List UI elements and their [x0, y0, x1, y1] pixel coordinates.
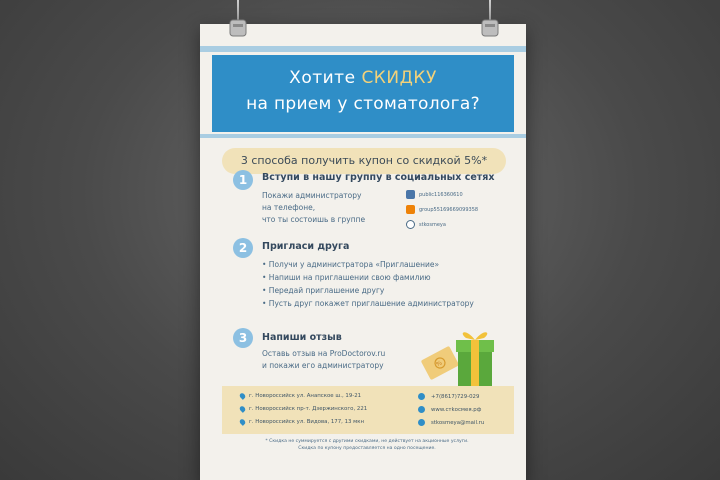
- odnoklassniki-link[interactable]: [406, 205, 478, 214]
- contacts-footer: [222, 386, 514, 434]
- website-text: www.стkосмея.рф: [431, 406, 482, 413]
- bullet-item: • Напиши на приглашении свою фамилию: [262, 273, 431, 282]
- gift-illustration: [420, 324, 510, 394]
- banner-line1-text: Хотите: [289, 68, 362, 88]
- step-3-number: 3: [233, 328, 253, 348]
- vk-label: public116360610: [419, 191, 463, 198]
- step-3-line: и покажи его администратору: [262, 361, 384, 370]
- step-2-bullets: [262, 258, 474, 310]
- svg-text:%: %: [435, 359, 444, 369]
- banner-highlight: СКИДКУ: [361, 68, 437, 88]
- instagram-label: stkosmeya: [419, 221, 446, 228]
- step-2-title: Пригласи друга: [262, 241, 350, 252]
- coupon-icon: [421, 346, 460, 380]
- address-item: [240, 393, 361, 399]
- paper-clip-right: [479, 18, 501, 38]
- bullet-item: • Получи у администратора «Приглашение»: [262, 260, 440, 269]
- disclaimer: [220, 438, 514, 452]
- address-text: г. Новороссийск пр-т. Дзержинского, 221: [249, 406, 368, 412]
- step-1-number: 1: [233, 170, 253, 190]
- instagram-link[interactable]: [406, 220, 446, 229]
- location-pin-icon: [239, 418, 247, 426]
- bottom-stripe: [200, 134, 526, 138]
- step-1-line: на телефоне,: [262, 203, 316, 212]
- globe-icon: [418, 406, 425, 413]
- location-pin-icon: [239, 405, 247, 413]
- location-pin-icon: [239, 392, 247, 400]
- disclaimer-line: * Скидка не суммируется с другими скидками, не действует на акционные услуги.: [265, 439, 469, 444]
- phone-link[interactable]: [418, 393, 479, 400]
- gift-box-icon: [456, 332, 494, 386]
- step-1-line: Покажи администратору: [262, 191, 362, 200]
- bullet-item: • Передай приглашение другу: [262, 286, 385, 295]
- step-3-title: Напиши отзыв: [262, 332, 342, 343]
- banner: [212, 55, 514, 132]
- top-stripe: [200, 46, 526, 52]
- address-item: [240, 406, 367, 412]
- step-2-number: 2: [233, 238, 253, 258]
- bullet-item: • Пусть друг покажет приглашение администратору: [262, 299, 474, 308]
- disclaimer-line: Скидка по купону предоставляется на одно посещение.: [298, 446, 436, 451]
- banner-line2: на прием у стоматолога?: [246, 94, 480, 114]
- address-text: г. Новороссийск ул. Видова, 177, 13 мкн: [249, 419, 365, 425]
- odnoklassniki-label: group55169669099358: [419, 206, 479, 213]
- step-1-line: что ты состоишь в группе: [262, 215, 366, 224]
- vk-icon: [406, 190, 415, 199]
- step-1-title: Вступи в нашу группу в социальных сетях: [262, 172, 495, 183]
- offer-pill: 3 способа получить купон со скидкой 5%*: [222, 148, 506, 174]
- step-1-text: [262, 190, 365, 226]
- mail-icon: [418, 419, 425, 426]
- email-link[interactable]: [418, 419, 484, 426]
- address-text: г. Новороссийск ул. Анапское ш., 19-21: [249, 393, 362, 399]
- step-3-text: [262, 348, 385, 372]
- step-3-line: Оставь отзыв на ProDoctorov.ru: [262, 349, 386, 358]
- phone-icon: [418, 393, 425, 400]
- instagram-icon: [406, 220, 415, 229]
- email-text: stkosmeya@mail.ru: [431, 419, 485, 426]
- address-item: [240, 419, 364, 425]
- website-link[interactable]: [418, 406, 481, 413]
- banner-line1: [212, 68, 514, 88]
- vk-link[interactable]: [406, 190, 463, 199]
- poster: [200, 24, 526, 480]
- phone-text: +7(8617)729-029: [431, 393, 480, 400]
- odnoklassniki-icon: [406, 205, 415, 214]
- paper-clip-left: [227, 18, 249, 38]
